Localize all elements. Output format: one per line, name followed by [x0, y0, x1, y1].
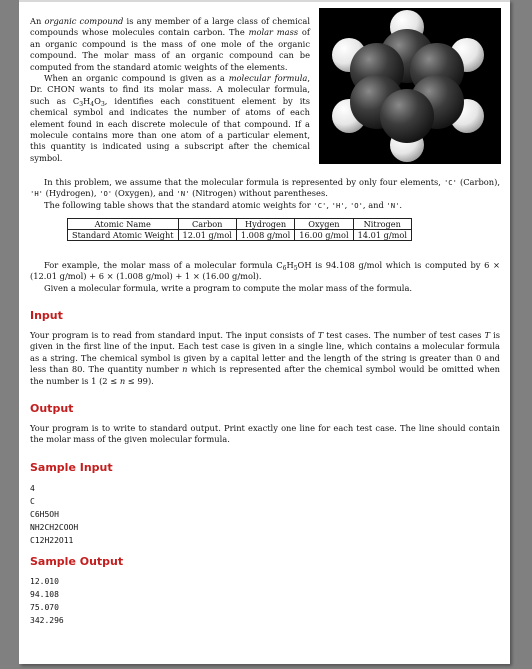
benzene-molecule-icon [319, 8, 501, 164]
table-cell: Oxygen [295, 219, 353, 230]
intro-paragraph-3: In this problem, we assume that the molecular formula is represented by only four elements, 'C' (Carbon), 'H' (Hydrogen), 'O' (Oxygen), and 'N' (Nitrogen) without parentheses. [30, 177, 500, 199]
table-cell: 1.008 g/mol [236, 230, 294, 241]
table-cell: Atomic Name [68, 219, 179, 230]
document-page [19, 0, 510, 664]
sample-input-block: 4 C C6H5OH NH2CH2COOH C12H22O11 [30, 484, 79, 545]
table-cell: 12.01 g/mol [178, 230, 236, 241]
table-header-row [68, 219, 412, 230]
table-cell: Carbon [178, 219, 236, 230]
input-paragraph: Your program is to read from standard input. The input consists of T test cases. The number of test cases T is given in the first line of the input. Each test case is given in a single line, which contains a molecular formula as a string. The chemical symbol is given by a capital letter and the length of the string is greater than 0 and less than 80. The quantity number n which is represented after the chemical symbol would be omitted when the number is 1 (2 ≤ n ≤ 99). [30, 330, 500, 386]
table-cell: Standard Atomic Weight [68, 230, 179, 241]
sample-input-heading: Sample Input [30, 461, 113, 474]
example-paragraph: For example, the molar mass of a molecular formula $C_6H_5OH$ is 94.108 g/mol which is computed by 6 × (12.01 g/mol) + 6 × (1.008 g/mol) + 1 × (16.00 g/mol). [30, 260, 500, 282]
output-paragraph: Your program is to write to standard output. Print exactly one line for each test case. The line should contain the molar mass of the given molecular formula. [30, 423, 500, 445]
output-heading: Output [30, 402, 74, 415]
input-heading: Input [30, 309, 63, 322]
intro-text [30, 16, 310, 164]
input-text [30, 330, 500, 387]
example-text [30, 260, 500, 294]
table-cell: 16.00 g/mol [295, 230, 353, 241]
output-text [30, 423, 500, 446]
intro-paragraph-4: The following table shows that the standard atomic weights for 'C', 'H', 'O', and 'N'. [44, 199, 403, 210]
table-row [68, 230, 412, 241]
table-cell: Hydrogen [236, 219, 294, 230]
table-cell: Nitrogen [353, 219, 411, 230]
sample-output-block: 12.010 94.108 75.070 342.296 [30, 577, 64, 625]
atomic-weights-table [67, 218, 412, 241]
elements-text [30, 177, 500, 211]
sample-output-heading: Sample Output [30, 555, 124, 568]
task-paragraph: Given a molecular formula, write a program to compute the molar mass of the formula. [44, 282, 413, 293]
intro-paragraph-2: When an organic compound is given as a molecular formula, Dr. CHON wants to find its molar mass. A molecular formula, such as $C_3H_4O_3$, identifies each constituent element by its chemical symbol and indicates the number of atoms of each element found in each discrete molecule of that compound. If a molecule contains more than one atom of a particular element, this quantity is indicated using a subscript after the chemical symbol. [30, 73, 311, 163]
intro-paragraph-1: An organic compound is any member of a large class of chemical compounds whose molecules contain carbon. The molar mass of an organic compound is the mass of one mole of the organic compound. The molar mass of an organic compound can be computed from the standard atomic weights of the elements. [30, 16, 310, 72]
page-top-edge [19, 0, 510, 2]
table-cell: 14.01 g/mol [353, 230, 411, 241]
